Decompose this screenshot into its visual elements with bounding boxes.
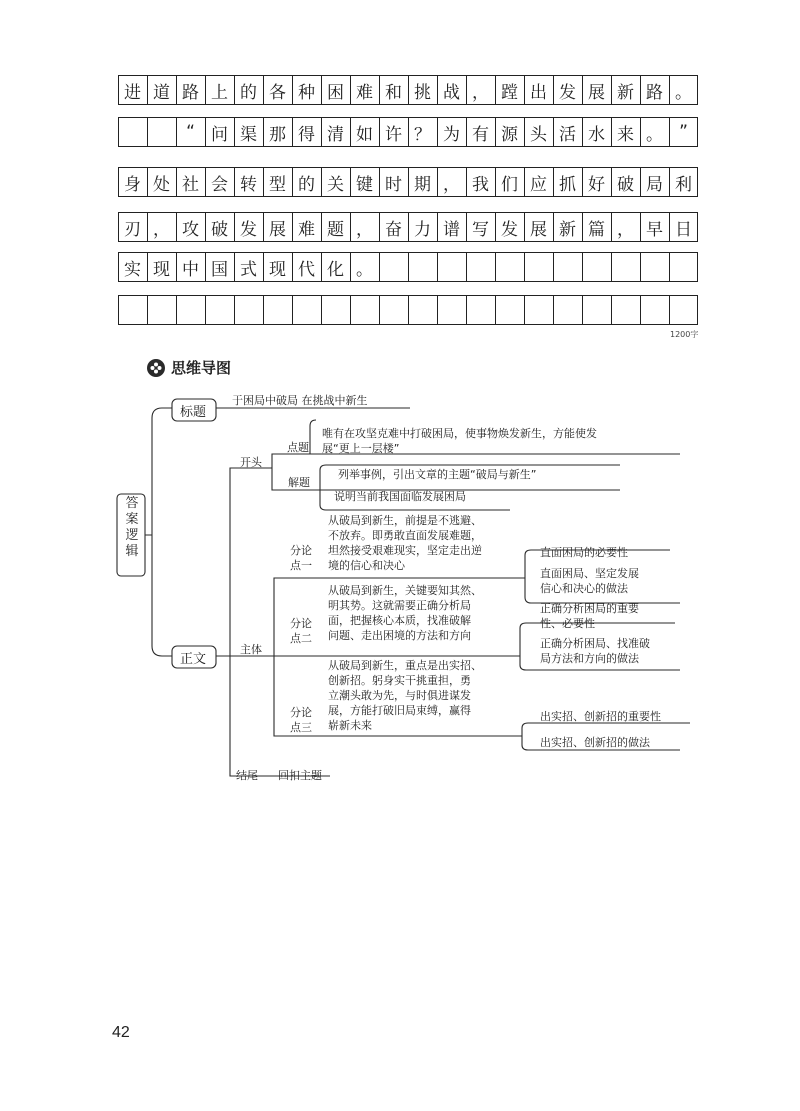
- grid-cell: 和: [385, 82, 402, 103]
- grid-cell: 现: [153, 259, 170, 280]
- grid-cell: 展: [588, 82, 605, 103]
- grid-cell: 化: [327, 259, 344, 280]
- sub-point-1-text: 从破局到新生，前提是不逃避、 不放弃。即勇敢直面发展难题， 坦然接受艰难现实，坚定走出逆 境的信心和决心: [328, 514, 482, 572]
- grid-cell: 路: [182, 82, 199, 103]
- grid-cell: 各: [269, 82, 286, 103]
- grid-cell: ，: [472, 82, 489, 103]
- grid-cell: 关: [327, 174, 344, 195]
- grid-cell: 如: [356, 124, 373, 145]
- grid-cell: 谱: [443, 219, 460, 240]
- grid-cell: 抓: [559, 174, 576, 195]
- grid-cell: 那: [269, 124, 286, 145]
- page-number: 42: [112, 1024, 130, 1041]
- grid-cell: 得: [298, 124, 315, 145]
- grid-cell: ”: [679, 122, 688, 142]
- grid-cell: ，: [443, 174, 460, 195]
- grid-cell: 奋: [385, 219, 402, 240]
- main-label: 主体: [240, 643, 262, 656]
- grid-cell: 水: [588, 124, 605, 145]
- grid-cell: 头: [530, 124, 547, 145]
- explain-text-2: 说明当前我国面临发展困局: [334, 490, 466, 503]
- grid-cell: 会: [211, 174, 228, 195]
- grid-cell: 篇: [588, 219, 605, 240]
- grid-cell: 型: [269, 174, 286, 195]
- grid-cell: 现: [269, 259, 286, 280]
- grid-cell: 期: [414, 174, 431, 195]
- grid-cell: “: [186, 122, 195, 142]
- sub-point-3-detail-2: 出实招、创新招的做法: [540, 736, 650, 749]
- word-count: 1200字: [670, 330, 699, 339]
- grid-cell: ？: [414, 124, 431, 145]
- point-bracket: [310, 420, 316, 454]
- body-branches: [216, 468, 330, 776]
- ending-content: 回扣主题: [278, 769, 322, 782]
- grid-cell: 的: [240, 82, 257, 103]
- grid-cell: 许: [385, 124, 402, 145]
- grid-cell: 种: [298, 82, 315, 103]
- grid-cell: 键: [356, 174, 373, 195]
- grid-cell: 问: [211, 124, 228, 145]
- sub-point-1-detail-1: 直面困局的必要性: [540, 546, 628, 559]
- grid-cell: 上: [211, 82, 228, 103]
- grid-cell: 展: [269, 219, 286, 240]
- grid-cell: 们: [501, 174, 518, 195]
- sub-point-3-text: 从破局到新生，重点是出实招、 创新招。躬身实干挑重担，勇 立潮头敢为先，与时俱进谋发 展，方能打破旧局束缚，赢得 崭新未来: [328, 659, 482, 732]
- grid-cell: 攻: [182, 219, 199, 240]
- grid-cell: 我: [472, 174, 489, 195]
- mindmap-title: 思维导图: [171, 359, 232, 377]
- sub-point-3-label: 分论 点三: [290, 706, 312, 734]
- explain-text-1: 列举事例，引出文章的主题“破局与新生”: [338, 468, 537, 481]
- sub-point-1-detail-2: 直面困局、坚定发展 信心和决心的做法: [540, 567, 639, 595]
- grid-cell: 刃: [124, 219, 141, 240]
- grid-cell: 破: [617, 174, 634, 195]
- body-node-label: 正文: [180, 652, 207, 667]
- grid-cell: 为: [443, 124, 460, 145]
- grid-cell: 中: [182, 259, 199, 280]
- point-label: 点题: [287, 441, 309, 454]
- grid-cell: 早: [646, 219, 663, 240]
- grid-cell: 日: [675, 219, 692, 240]
- grid-cell: ，: [617, 219, 634, 240]
- grid-cell: 。: [675, 82, 692, 103]
- grid-cell: 转: [240, 174, 257, 195]
- grid-cell: 应: [530, 174, 547, 195]
- grid-cell: 。: [356, 259, 373, 280]
- opening-label: 开头: [240, 456, 262, 469]
- point-text: 唯有在攻坚克难中打破困局，使事物焕发新生，方能使发 展“更上一层楼”: [322, 427, 597, 455]
- explain-label: 解题: [288, 476, 310, 489]
- grid-cell: 展: [530, 219, 547, 240]
- grid-cell: 战: [443, 82, 460, 103]
- grid-cell: 困: [327, 82, 344, 103]
- sub-point-2-text: 从破局到新生，关键要知其然、 明其势。这就需要正确分析局 面，把握核心本质，找准破解 问题、走出困境的方法和方向: [328, 584, 482, 642]
- grid-cell: 国: [211, 259, 228, 280]
- grid-cell: 代: [298, 259, 315, 280]
- title-node-label: 标题: [180, 405, 207, 420]
- sub-point-3-detail-1: 出实招、创新招的重要性: [540, 710, 661, 723]
- grid-cell: 发: [501, 219, 518, 240]
- grid-cell: 时: [385, 174, 402, 195]
- grid-cell: 源: [501, 124, 518, 145]
- grid-cell: 好: [588, 174, 605, 195]
- grid-cell: 路: [646, 82, 663, 103]
- grid-cell: 难: [298, 219, 315, 240]
- grid-cell: 社: [182, 174, 199, 195]
- grid-cell: 新: [559, 219, 576, 240]
- sub-point-1-label: 分论 点一: [290, 544, 312, 572]
- grid-cell: 进: [124, 82, 141, 103]
- grid-cell: 清: [327, 124, 344, 145]
- grid-cell: 。: [646, 124, 663, 145]
- sub-point-2-label: 分论 点二: [290, 617, 312, 645]
- grid-cell: 身: [124, 174, 141, 195]
- grid-cell: ，: [153, 219, 170, 240]
- grid-cell: 题: [327, 219, 344, 240]
- grid-cell: 渠: [240, 124, 257, 145]
- grid-cell: 挑: [414, 82, 431, 103]
- grid-cell: 新: [617, 82, 634, 103]
- grid-cell: ，: [356, 219, 373, 240]
- root-label: 答案逻辑: [125, 496, 139, 559]
- grid-cell: 道: [153, 82, 170, 103]
- grid-cell: 有: [472, 124, 489, 145]
- grid-cell: 发: [240, 219, 257, 240]
- grid-cell: 实: [124, 259, 141, 280]
- grid-cell: 发: [559, 82, 576, 103]
- sub-point-2-detail-2: 正确分析困局、找准破 局方法和方向的做法: [540, 637, 650, 665]
- ending-label: 结尾: [236, 769, 258, 782]
- root-branches: [145, 408, 172, 656]
- grid-cell: 式: [240, 259, 257, 280]
- sub-point-2-detail-1: 正确分析困局的重要 性、必要性: [540, 602, 639, 630]
- grid-cell: 来: [617, 124, 634, 145]
- grid-cell: 处: [153, 174, 170, 195]
- grid-cell: 活: [559, 124, 576, 145]
- grid-cell: 难: [356, 82, 373, 103]
- grid-cell: 写: [472, 219, 489, 240]
- grid-cell: 利: [675, 174, 692, 195]
- grid-cell: 蹚: [501, 82, 518, 103]
- grid-cell: 破: [211, 219, 228, 240]
- grid-cell: 力: [414, 219, 431, 240]
- grid-cell: 局: [646, 174, 663, 195]
- grid-cell: 的: [298, 174, 315, 195]
- title-node-content: 于困局中破局 在挑战中新生: [232, 394, 368, 407]
- grid-cell: 出: [530, 82, 547, 103]
